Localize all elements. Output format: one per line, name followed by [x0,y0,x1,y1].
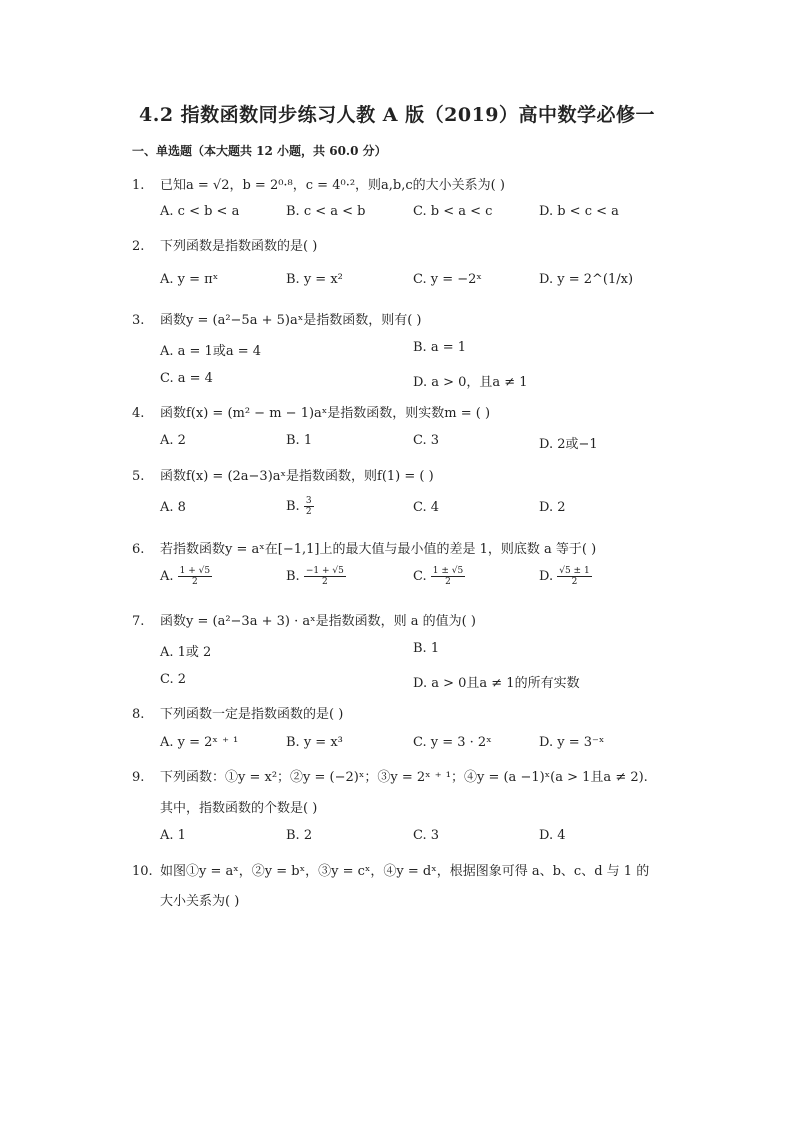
q6-option-b[interactable] [286,566,346,587]
option-label: D. [539,569,554,584]
q5-option-b[interactable] [286,496,314,517]
q4-option-d[interactable]: D. 2或−1 [539,437,598,452]
option-label: B. [286,569,300,584]
q7-option-b[interactable]: B. 1 [413,641,440,656]
question-text: 下列函数是指数函数的是( ) [160,239,318,254]
q2-option-a[interactable]: A. y = πˣ [160,272,219,287]
question-text: 已知a = √2，b = 2⁰·⁸，c = 4⁰·²，则a,b,c的大小关系为( ) [160,178,505,193]
q2-option-d[interactable]: D. y = 2^(1/x) [539,272,634,287]
fraction: $\frac{1 \pm √5}{2}$ [432,566,464,587]
question-text: 下列函数一定是指数函数的是( ) [160,707,344,722]
q5-option-a[interactable]: A. 8 [160,500,186,515]
question-9-continuation: 其中，指数函数的个数是( ) [160,801,318,816]
q4-option-b[interactable]: B. 1 [286,433,313,448]
q1-option-a[interactable]: A. c < b < a [160,204,240,219]
question-text: 函数y = (a²−5a + 5)aˣ是指数函数，则有( ) [160,313,422,328]
q6-option-d[interactable] [539,566,592,587]
q9-option-d[interactable]: D. 4 [539,828,566,843]
section-heading: 一、单选题（本大题共 12 小题，共 60.0 分） [132,144,387,158]
question-number: 4. [132,406,145,421]
q4-option-c[interactable]: C. 3 [413,433,440,448]
question-9 [132,766,648,785]
option-label: C. [413,569,427,584]
q1-option-d[interactable]: D. b < c < a [539,204,619,219]
question-1 [132,174,505,193]
q1-option-c[interactable]: C. b < a < c [413,204,493,219]
question-text: 如图①y = aˣ，②y = bˣ，③y = cˣ，④y = dˣ，根据图象可得 a、b、c、d 与 1 的 [160,864,650,879]
question-text: 若指数函数y = aˣ在[−1,1]上的最大值与最小值的差是 1，则底数 a 等于( ) [160,542,597,557]
fraction: $\frac{-1 + √5}{2}$ [305,566,344,587]
question-text: 函数f(x) = (2a−3)aˣ是指数函数，则f(1) = ( ) [160,469,434,484]
question-number: 1. [132,178,145,193]
q8-option-c[interactable]: C. y = 3 · 2ˣ [413,735,492,750]
question-3 [132,309,422,328]
q1-option-b[interactable]: B. c < a < b [286,204,366,219]
q3-option-b[interactable]: B. a = 1 [413,340,466,355]
q3-option-c[interactable]: C. a = 4 [160,371,213,386]
question-6 [132,538,596,557]
q9-option-b[interactable]: B. 2 [286,828,313,843]
question-8 [132,703,343,722]
question-number: 3. [132,313,145,328]
q8-option-b[interactable]: B. y = x³ [286,735,343,750]
question-number: 5. [132,469,145,484]
option-label: B. [286,499,300,514]
fraction: $\frac{1 + √5}{2}$ [179,566,211,587]
q6-option-c[interactable] [413,566,465,587]
q8-option-a[interactable]: A. y = 2ˣ ⁺ ¹ [160,735,239,750]
q7-option-d[interactable]: D. a > 0且a ≠ 1的所有实数 [413,676,580,691]
q7-option-a[interactable]: A. 1或 2 [160,645,212,660]
question-text: 函数f(x) = (m² − m − 1)aˣ是指数函数，则实数m = ( ) [160,406,491,421]
q7-option-c[interactable]: C. 2 [160,672,187,687]
q5-option-c[interactable]: C. 4 [413,500,440,515]
question-number: 7. [132,614,145,629]
question-number: 2. [132,239,145,254]
question-number: 6. [132,542,145,557]
q8-option-d[interactable]: D. y = 3⁻ˣ [539,735,605,750]
q2-option-b[interactable]: B. y = x² [286,272,343,287]
q3-option-d[interactable]: D. a > 0，且a ≠ 1 [413,375,528,390]
question-10-continuation: 大小关系为( ) [160,894,240,909]
question-text: 下列函数：①y = x²；②y = (−2)ˣ；③y = 2ˣ ⁺ ¹；④y = (a −1)ˣ(a > 1且a ≠ 2). [160,770,648,785]
option-label: A. [160,569,174,584]
fraction: $\frac{3}{2}$ [305,496,312,517]
question-number: 8. [132,707,145,722]
question-2 [132,235,317,254]
question-7 [132,610,476,629]
q4-option-a[interactable]: A. 2 [160,433,186,448]
q9-option-c[interactable]: C. 3 [413,828,440,843]
fraction: $\frac{√5 \pm 1}{2}$ [559,566,590,587]
question-number: 10. [132,864,153,879]
question-4 [132,402,490,421]
question-10 [132,860,649,879]
question-number: 9. [132,770,145,785]
q2-option-c[interactable]: C. y = −2ˣ [413,272,482,287]
question-text: 函数y = (a²−3a + 3) · aˣ是指数函数，则 a 的值为( ) [160,614,476,629]
q5-option-d[interactable]: D. 2 [539,500,566,515]
q6-option-a[interactable] [160,566,212,587]
page-title: 4.2 指数函数同步练习人教 A 版（2019）高中数学必修一 [138,104,656,126]
q9-option-a[interactable]: A. 1 [160,828,186,843]
q3-option-a[interactable]: A. a = 1或a = 4 [160,344,262,359]
question-5 [132,465,434,484]
